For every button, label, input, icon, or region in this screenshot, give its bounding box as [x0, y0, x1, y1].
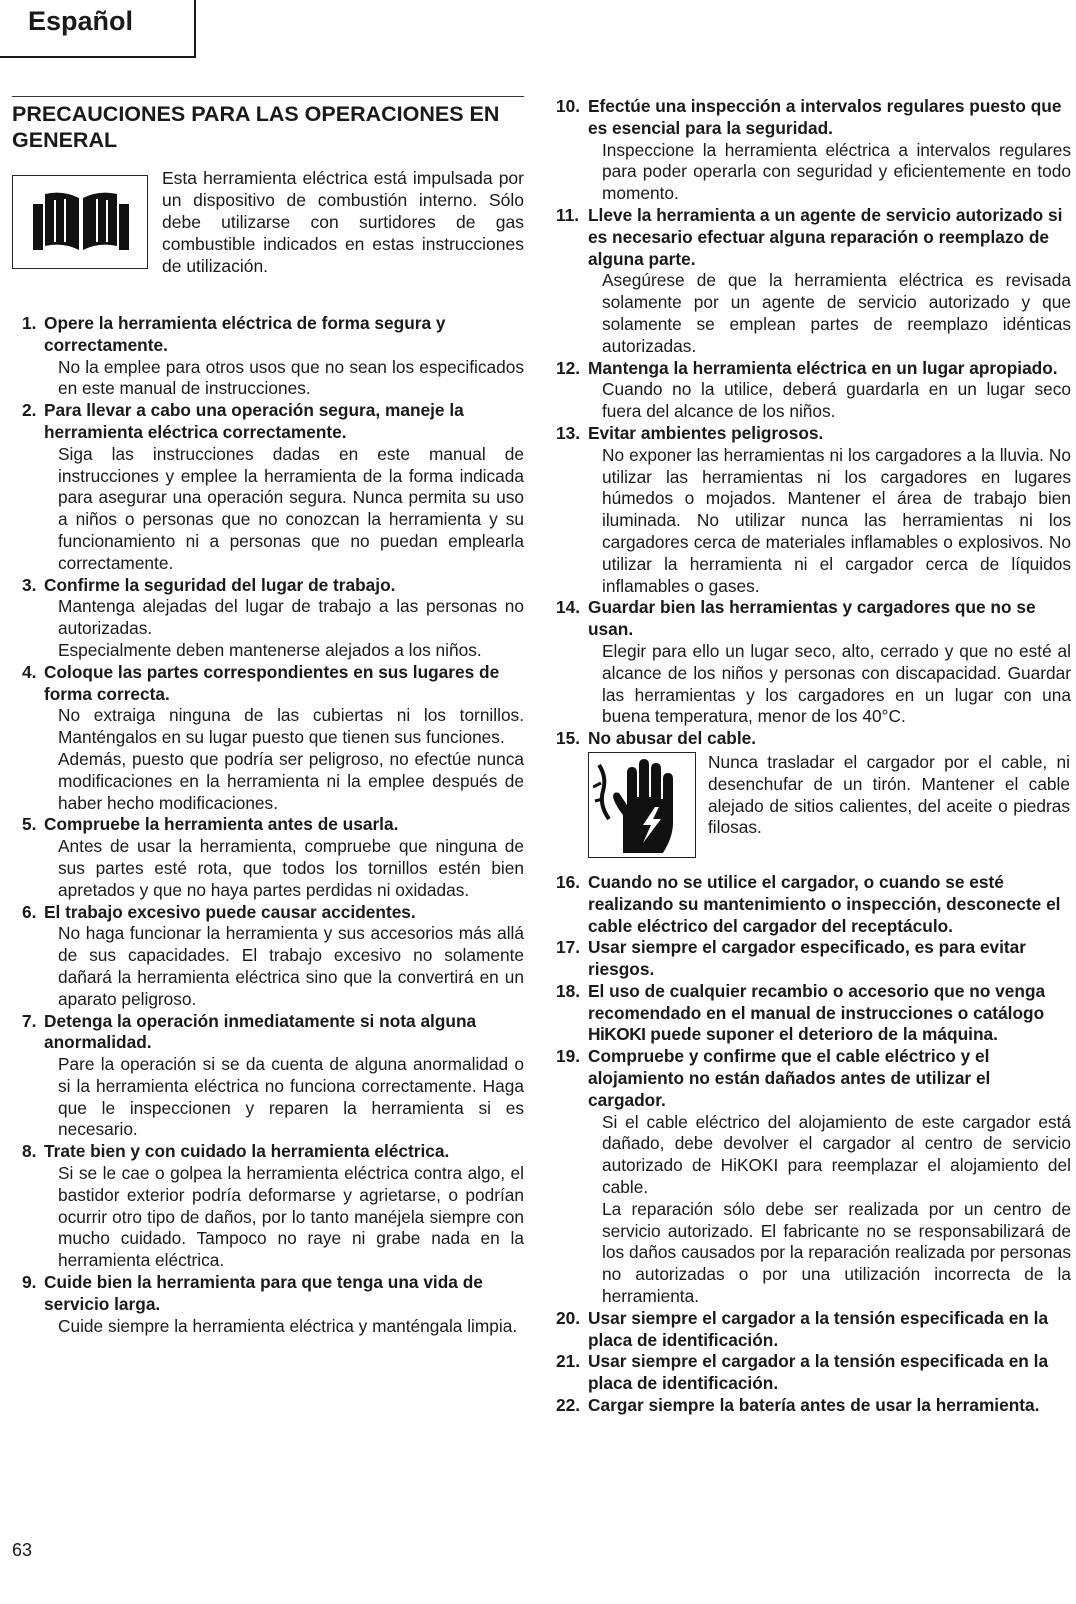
list-item: 19. Compruebe y confirme que el cable eléctrico y el alojamiento no están dañados antes de utilizar el cargador. Si el cable eléctrico del alojamiento de este cargador está dañado, debe devolver el cargador al centro de servicio autorizado de HiKOKI para reemplazar el alojamiento del cable. La reparación sólo debe ser realizada por un centro de servicio autorizado. El fabricante no se responsabilizará de los daños causados por la reparación realizada por personas no autorizadas o por una utilización incorrecta de la herramienta.: [556, 1046, 1071, 1307]
book-manual-icon: [12, 175, 148, 269]
item-body: No haga funcionar la herramienta y sus accesorios más allá de sus capacidades. El trabajo excesivo no solamente dañará la herramienta eléctrica sino que la convertirá en un aparato peligroso.: [58, 923, 524, 1009]
item-body: Inspeccione la herramienta eléctrica a intervalos regulares para poder operarla con seguridad y eficientemente en todo momento.: [602, 139, 1071, 204]
item-body: No la emplee para otros usos que no sean los especificados en este manual de instrucciones.: [58, 356, 524, 399]
language-tab: [0, 0, 196, 58]
item-body: Pare la operación si se da cuenta de alguna anormalidad o si la herramienta eléctrica no funciona correctamente. Haga que le inspeccionen y reparen la herramienta si es necesario.: [58, 1054, 524, 1140]
item-title: Trate bien y con cuidado la herramienta eléctrica.: [44, 1141, 450, 1162]
item-body: Elegir para ello un lugar seco, alto, cerrado y que no esté al alcance de los niños y personas con discapacidad. Guardar las herramientas y los cargadores en un lugar con una buena temperatura, menor de los 40°C.: [602, 640, 1071, 727]
item-title: Para llevar a cabo una operación segura, maneje la herramienta eléctrica correctamente.: [44, 400, 464, 442]
item-body: Si el cable eléctrico del alojamiento de este cargador está dañado, debe devolver el cargador al centro de servicio autorizado de HiKOKI para reemplazar el alojamiento del cable.: [602, 1111, 1071, 1198]
list-item: 14. Guardar bien las herramientas y cargadores que no se usan. Elegir para ello un lugar seco, alto, cerrado y que no esté al alcance de los niños y personas con discapacidad. Guardar las herramientas y los cargadores en un lugar con una buena temperatura, menor de los 40°C.: [556, 597, 1071, 727]
item-title: Cuando no se utilice el cargador, o cuando se esté realizando su mantenimiento o inspección, desconecte el cable eléctrico del cargador del receptáculo.: [588, 871, 1061, 936]
item-body: Antes de usar la herramienta, compruebe que ninguna de sus partes esté rota, que todos los tornillos estén bien apretados y que no haya partes perdidas ni oxidadas.: [58, 836, 524, 900]
page-number: 63: [12, 1540, 33, 1560]
list-item: 10. Efectúe una inspección a intervalos regulares puesto que es esencial para la seguridad. Inspeccione la herramienta eléctrica a intervalos regulares para poder operarla con seguridad y eficientemente en todo momento.: [556, 96, 1071, 204]
item-body: No extraiga ninguna de las cubiertas ni los tornillos. Manténgalos en su lugar puesto que tienen sus funciones.: [58, 705, 524, 748]
item-title: Detenga la operación inmediatamente si nota alguna anormalidad.: [44, 1010, 477, 1053]
list-item: 8. Trate bien y con cuidado la herramienta eléctrica. Si se le cae o golpea la herramienta eléctrica contra algo, el bastidor exterior podría deformarse y agrietarse, o podrían ocurrir otro tipo de daños, por lo tanto manéjela siempre con mucho cuidado. Tampoco no raye ni grabe nada en la herramienta eléctrica.: [22, 1141, 524, 1271]
item-title: Guardar bien las herramientas y cargadores que no se usan.: [588, 597, 1036, 640]
item-title: Usar siempre el cargador a la tensión especificada en la placa de identificación.: [588, 1307, 1049, 1350]
list-item: 20. Usar siempre el cargador a la tensión especificada en la placa de identificación.: [556, 1308, 1071, 1352]
list-item: 11. Lleve la herramienta a un agente de servicio autorizado si es necesario efectuar alguna reparación o reemplazo de alguna parte. Asegúrese de que la herramienta eléctrica es revisada solamente por un agente de servicio autorizado y que solamente se emplean partes de reemplazo idénticas autorizadas.: [556, 204, 1071, 356]
right-item-list: [556, 96, 1071, 1417]
item-body: No exponer las herramientas ni los cargadores a la lluvia. No utilizar las herramientas ni los cargadores en lugares húmedos o mojados. Mantener el área de trabajo bien iluminada. No utilizar nunca las herramientas ni los cargadores cerca de materiales inflamables o explosivos. No utilizar la herramienta ni el cargador cerca de líquidos inflamables o gases.: [602, 444, 1071, 596]
item-title: El uso de cualquier recambio o accesorio que no venga recomendado en el manual de instrucciones o catálogo HiKOKI puede suponer el deterioro de la máquina.: [588, 980, 1046, 1045]
item-title: Coloque las partes correspondientes en sus lugares de forma correcta.: [44, 661, 500, 704]
item-body: Nunca trasladar el cargador por el cable, ni desenchufar de un tirón. Mantener el cable alejado de sitios calientes, del aceite o piedras filosas.: [708, 751, 1070, 838]
item-body: Además, puesto que podría ser peligroso, no efectúe nunca modificaciones en la herramienta ni la emplee después de haber hecho modificaciones.: [58, 748, 524, 813]
item-title: Usar siempre el cargador especificado, es para evitar riesgos.: [588, 937, 1027, 980]
item-title: Confirme la seguridad del lugar de trabajo.: [44, 574, 396, 595]
intro-text: Esta herramienta eléctrica está impulsada por un dispositivo de combustión interno. Sólo debe utilizarse con surtidores de gas combustible indicados en estas instrucciones de utilización.: [162, 168, 524, 276]
item-title: Compruebe y confirme que el cable eléctrico y el alojamiento no están dañados antes de utilizar el cargador.: [588, 1046, 991, 1110]
item-title: El trabajo excesivo puede causar accidentes.: [44, 901, 416, 922]
item-body: Asegúrese de que la herramienta eléctrica es revisada solamente por un agente de servicio autorizado y que solamente se emplean partes de reemplazo idénticas autorizadas.: [602, 270, 1071, 356]
item-title: Lleve la herramienta a un agente de servicio autorizado si es necesario efectuar alguna reparación o reemplazo de alguna parte.: [588, 204, 1063, 269]
language-label: Español: [28, 6, 134, 36]
list-item: 21. Usar siempre el cargador a la tensión especificada en la placa de identificación.: [556, 1351, 1071, 1395]
list-item: 15. No abusar del cable. Nunca trasladar el cargador por el cable, ni desenchufar de un tirón. Mantener el cable alejado de sitios calientes, del aceite o piedras filosas.: [556, 728, 1071, 862]
item-title: Usar siempre el cargador a la tensión especificada en la placa de identificación.: [588, 1351, 1049, 1394]
brand-logo: HiKOKI: [588, 1024, 646, 1045]
intro-block: [12, 167, 524, 303]
right-column: [556, 96, 1071, 1417]
item-title: Efectúe una inspección a intervalos regulares puesto que es esencial para la seguridad.: [588, 96, 1062, 138]
brand-name: HiKOKI: [720, 1155, 779, 1176]
list-item: 22. Cargar siempre la batería antes de usar la herramienta.: [556, 1395, 1071, 1417]
cable-warning-block: [588, 752, 1071, 862]
item-body: Especialmente deben mantenerse alejados a los niños.: [58, 639, 482, 660]
list-item: 17. Usar siempre el cargador especificado, es para evitar riesgos.: [556, 937, 1071, 981]
list-item: 2. Para llevar a cabo una operación segura, maneje la herramienta eléctrica correctamente. Siga las instrucciones dadas en este manual de instrucciones y emplee la herramienta de la forma indicada para asegurar una operación segura. Nunca permita su uso a niños o personas que no conozcan la herramienta y su funcionamiento ni a personas que no puedan emplearla correctamente.: [22, 400, 524, 573]
item-title: Cargar siempre la batería antes de usar la herramienta.: [588, 1395, 1040, 1416]
section-rule: [12, 96, 524, 97]
list-item: 9. Cuide bien la herramienta para que tenga una vida de servicio larga. Cuide siempre la herramienta eléctrica y manténgala limpia.: [12, 1272, 524, 1337]
item-body: Mantenga alejadas del lugar de trabajo a las personas no autorizadas.: [58, 596, 524, 639]
list-item: 5. Compruebe la herramienta antes de usarla. Antes de usar la herramienta, compruebe que ninguna de sus partes esté rota, que todos los tornillos estén bien apretados y que no haya partes perdidas ni oxidadas.: [22, 814, 524, 900]
list-item: 6. El trabajo excesivo puede causar accidentes. No haga funcionar la herramienta y sus accesorios más allá de sus capacidades. El trabajo excesivo no solamente dañará la herramienta eléctrica sino que la convertirá en un aparato peligroso.: [22, 901, 524, 1009]
item-title: Opere la herramienta eléctrica de forma segura y correctamente.: [44, 313, 446, 355]
item-title: Compruebe la herramienta antes de usarla.: [44, 814, 399, 835]
item-title: Mantenga la herramienta eléctrica en un lugar apropiado.: [588, 357, 1058, 378]
electric-shock-hand-icon: [588, 752, 696, 858]
item-body: Siga las instrucciones dadas en este manual de instrucciones y emplee la herramienta de la forma indicada para asegurar una operación segura. Nunca permita su uso a niños o personas que no conozcan la herramienta y su funcionamiento ni a personas que no puedan emplearla correctamente.: [58, 443, 524, 573]
item-body: Si se le cae o golpea la herramienta eléctrica contra algo, el bastidor exterior podría deformarse y agrietarse, o podrían ocurrir otro tipo de daños, por lo tanto manéjela siempre con mucho cuidado. Tampoco no raye ni grabe nada en la herramienta eléctrica.: [58, 1163, 524, 1271]
list-item: 13. Evitar ambientes peligrosos. No exponer las herramientas ni los cargadores a la lluvia. No utilizar las herramientas ni los cargadores en lugares húmedos o mojados. Mantener el área de trabajo bien iluminada. No utilizar nunca las herramientas ni los cargadores cerca de materiales inflamables o explosivos. No utilizar la herramienta ni el cargador cerca de líquidos inflamables o gases.: [556, 422, 1071, 596]
item-title: Cuide bien la herramienta para que tenga una vida de servicio larga.: [44, 1272, 483, 1314]
item-body: La reparación sólo debe ser realizada por un centro de servicio autorizado. El fabricante no se responsabilizará de los daños causados por la reparación realizada por personas no autorizadas o por una utilización incorrecta de la herramienta.: [602, 1198, 1071, 1307]
list-item: 18. El uso de cualquier recambio o accesorio que no venga recomendado en el manual de instrucciones o catálogo HiKOKI puede suponer el deterioro de la máquina.: [556, 981, 1071, 1046]
section-title: PRECAUCIONES PARA LAS OPERACIONES EN GENERAL: [12, 102, 500, 152]
list-item: 12. Mantenga la herramienta eléctrica en un lugar apropiado. Cuando no la utilice, deberá guardarla en un lugar seco fuera del alcance de los niños.: [556, 357, 1071, 422]
list-item: 1. Opere la herramienta eléctrica de forma segura y correctamente. No la emplee para otros usos que no sean los especificados en este manual de instrucciones.: [22, 313, 524, 399]
item-title: No abusar del cable.: [588, 728, 757, 749]
left-item-list: [12, 313, 524, 1337]
list-item: 3. Confirme la seguridad del lugar de trabajo. Mantenga alejadas del lugar de trabajo a las personas no autorizadas. Especialmente deben mantenerse alejados a los niños.: [22, 574, 524, 660]
list-item: 16. Cuando no se utilice el cargador, o cuando se esté realizando su mantenimiento o inspección, desconecte el cable eléctrico del cargador del receptáculo.: [556, 872, 1071, 937]
list-item: 4. Coloque las partes correspondientes en sus lugares de forma correcta. No extraiga ninguna de las cubiertas ni los tornillos. Manténgalos en su lugar puesto que tienen sus funciones. Además, puesto que podría ser peligroso, no efectúe nunca modificaciones en la herramienta ni la emplee después de haber hecho modificaciones.: [22, 661, 524, 813]
item-body: Cuide siempre la herramienta eléctrica y manténgala limpia.: [58, 1315, 518, 1336]
item-title: Evitar ambientes peligrosos.: [588, 422, 824, 443]
item-body: Cuando no la utilice, deberá guardarla en un lugar seco fuera del alcance de los niños.: [602, 379, 1071, 422]
left-column: [12, 96, 524, 1337]
list-item: 7. Detenga la operación inmediatamente si nota alguna anormalidad. Pare la operación si se da cuenta de alguna anormalidad o si la herramienta eléctrica no funciona correctamente. Haga que le inspeccionen y reparen la herramienta si es necesario.: [22, 1010, 524, 1140]
